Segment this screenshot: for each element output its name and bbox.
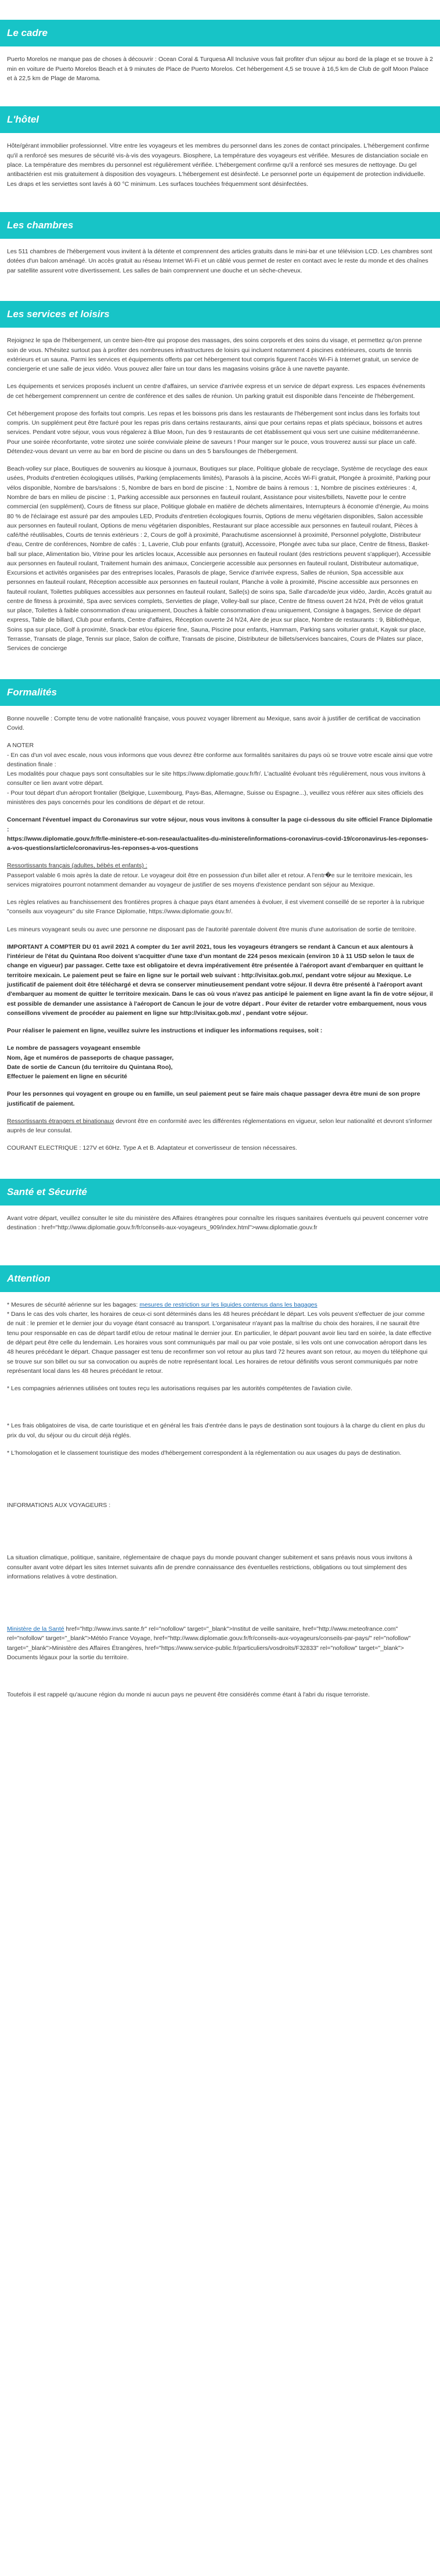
section-attention: [0, 1300, 440, 1700]
ministere-link[interactable]: Ministère de la Santé: [7, 1626, 64, 1633]
note-line: - Pour tout départ d'un aéroport frontalier (Belgique, Luxembourg, Pays-Bas, Allemagne, Suisse ou Espagne...), veuillez vous référer aux sites officiels des ministères des pays concernés pour les conditions de départ et de retour.: [7, 789, 424, 806]
corona-text: Concernant l'éventuel impact du Coronavirus sur votre séjour, nous vous invitons à consulter la page ci-dessous du site officiel France Diplomatie :: [7, 816, 433, 833]
cadre-text: Puerto Morelos ne manque pas de choses à découvrir : Ocean Coral & Turquesa All Inclusive vous fait profiter d'un séjour au bord de la plage et se trouve à 2 min en voiture de Puerto Morelos Beach et à 9 minutes de Place de Puerto Morelos. Cet hébergement 4,5 se trouve à 16,5 km de Club de golf Moon Palace et à 22,5 km de Plage de Maroma.: [7, 56, 433, 82]
attention-line: * Dans le cas des vols charter, les horaires de ceux-ci sont déterminés dans les 48 heures précédant le départ. Les vols peuvent s'effectuer de jour comme de nuit : le premier et le dernier jour du voyage étant consacré au transport. L'organisateur n'ayant pas la maîtrise du choix des horaires, il ne saurait être tenu pour responsable en cas de départ tardif et/ou de retour matinal le dernier jour. En particulier, le départ pouvant avoir lieu tard en soirée, la date effective de départ peut être celle du lendemain. Les horaires vous sont communiqués par mail ou par voie postale, si les vols ont une convocation aéroport dans les 48 heures précédant le départ. Chaque passager est tenu de reconfirmer son vol retour au plus tard 72 heures avant son retour, au moyen du téléphone qui se trouve sur son billet ou sur sa convocation ou auprès de notre représentant local. Les horaires de retour définitifs vous seront communiqués par notre représentant local dans les 48 heures précédant le retour.: [7, 1311, 432, 1375]
section-chambres: [0, 247, 440, 275]
info-title: INFORMATIONS AUX VOYAGEURS :: [7, 1502, 111, 1509]
pour-realiser-text: Pour réaliser le paiement en ligne, veuillez suivre les instructions et indiquer les informations requises, soit :: [7, 1027, 323, 1035]
requirement-item: Effectuer le paiement en ligne en sécurité: [7, 1073, 128, 1081]
etrangers-label: Ressortissants étrangers et binationaux: [7, 1117, 114, 1125]
section-services: [0, 336, 440, 653]
mineurs-text: Les mineurs voyageant seuls ou avec une personne ne disposant pas de l'autorité parentale doivent être munis d'une autorisation de sortie de territoire.: [7, 925, 417, 933]
section-title-chambres: Les chambres: [0, 212, 440, 239]
requirement-item: Le nombre de passagers voyageant ensemble: [7, 1045, 140, 1052]
etrangers-block: [7, 1117, 433, 1136]
formalites-intro: Bonne nouvelle : Compte tenu de votre nationalité française, vous pouvez voyager librement au Mexique, sans avoir à justifier de certificat de vaccination Covid.: [7, 715, 421, 732]
bagages-link[interactable]: mesures de restriction sur les liquides contenus dans les bagages: [139, 1301, 318, 1308]
requirement-item: Date de sortie de Cancun (du territoire du Quintana Roo),: [7, 1063, 173, 1071]
spacer: [7, 1670, 433, 1690]
ressortissants-block: [7, 861, 433, 889]
note-line: - En cas d'un vol avec escale, nous vous informons que vous devrez être conforme aux formalités sanitaires du pays où se trouve votre escale ainsi que votre destination finale :: [7, 751, 433, 768]
services-text-1: Rejoignez le spa de l'hébergement, un centre bien-être qui propose des massages, des soins corporels et des soins du visage, et permettez qu'on prenne soin de vous. N'hésitez surtout pas à profiter des nombreuses infrastructures de loisirs qui incluent notamment 4 piscines extérieures, courts de tennis extérieurs et un sauna. Parmi les services et équipements offerts par cet hébergement tout compris figurent l'accès Wi-Fi à Internet gratuit, un service de conciergerie et une salle de jeux vidéo. Vous pouvez aller faire un tour dans les magasins voisins grâce à une navette payante.: [7, 337, 422, 373]
section-title-services: Les services et loisirs: [0, 301, 440, 328]
attention-line: * L'homologation et le classement touristique des modes d'hébergement correspondent à la réglementation ou aux usages du pays de destination.: [7, 1449, 402, 1456]
services-amenities: Beach-volley sur place, Boutiques de souvenirs au kiosque à journaux, Boutiques sur place, Politique globale de recyclage, Système de recyclage des eaux usées, Produits d'entretien écologiques utilisés, Parking (emplacements limités), Parasols à la piscine, Accès Wi-Fi gratuit, Plongée à proximité, Parking pour vélos disponible, Nombre de bars/salons : 5, Nombre de bars en bord de piscine : 1, Nombre de bains à remous : 1, Nombre de piscines extérieures : 4, Nombre de bars en milieu de piscine : 1, Parking accessible aux personnes en fauteuil roulant, Assistance pour visites/billets, Navette pour le centre commercial (en supplément), Cours de fitness sur place, Politique globale en matière de déchets alimentaires, Interrupteurs à économie d'énergie, Au moins 80 % de l'éclairage est assuré par des ampoules LED, Produits d'entretien écologiques fournis, Options de menu végétarien disponibles, Salon accessible aux personnes en fauteuil roulant, Options de menu végétarien disponibles, Restaurant sur place accessible aux personnes en fauteuil roulant, Pièces à café/thé réutilisables, Courts de tennis extérieurs : 2, Cours de golf à proximité, Parachutisme ascensionnel à proximité, Personnel polyglotte, Distributeur d'eau, Centre de conférences, Nombre de cafés : 1, Laverie, Club pour enfants (gratuit), Accessoire, Plongée avec tuba sur place, Centre de fitness, Basket-ball sur place, Alimentation bio, Vitrine pour les articles locaux, Accessible aux personnes en fauteuil roulant (des restrictions peuvent s'appliquer), Accessible aux personnes en fauteuil roulant, Traitement humain des animaux, Conciergerie accessible aux personnes en fauteuil roulant, Distributeur automatique, Excursions et activités organisées par des entreprises locales, Parasols de plage, Service d'arrivée express, Salles de réunion, Spa accessible aux personnes en fauteuil roulant, Réception accessible aux personnes en fauteuil roulant, Planche à voile à proximité, Piscine accessible aux personnes en fauteuil roulant, Toilettes publiques accessibles aux personnes en fauteuil roulant, Salle(s) de soins spa, Salle d'arcade/de jeux vidéo, Jardin, Accès gratuit au centre de fitness à proximité, Spa avec services complets, Serviettes de plage, Volley-ball sur place, Centre de fitness ouvert 24 h/24, Prêt de vélos gratuit sur place, Toilettes à faible consommation d'eau uniquement, Douches à faible consommation d'eau uniquement, Consigne à bagages, Service de départ express, Table de billard, Club pour enfants, Centre d'affaires, Réception ouverte 24 h/24, Aire de jeux sur place, Nombre de restaurants : 9, Bibliothèque, Soins spa sur place, Golf à proximité, Snack-bar et/ou épicerie fine, Sauna, Piscine pour enfants, Hammam, Parking sans voiturier gratuit, Kayak sur place, Terrasse, Transats de plage, Tennis sur place, Salon de coiffure, Transats de piscine, Distributeur de billets/services bancaires, Cours de Pilates sur place, Services de concierge: [7, 465, 432, 652]
page: [0, 20, 440, 1700]
sante-text: Avant votre départ, veuillez consulter le site du ministère des Affaires étrangères pour connaître les risques sanitaires éventuels qui peuvent concerner votre destination : href="http://www.diplomatie.gouv.fr/fr/conseils-aux-voyageurs_909/index.html">www.diplomatie.gouv.fr: [7, 1215, 428, 1232]
footer-text: Toutefois il est rappelé qu'aucune région du monde ni aucun pays ne peuvent être considérés comme étant à l'abri du risque terroriste.: [7, 1691, 370, 1699]
section-title-attention: Attention: [0, 1265, 440, 1292]
note-line: Les modalités pour chaque pays sont consultables sur le site https://www.diplomatie.gouv.fr/fr/. L'actualité évoluant très régulièrement, nous vous invitons à consulter ce lien avant votre départ.: [7, 770, 425, 787]
courant-text: COURANT ELECTRIQUE : 127V et 60Hz. Type A et B. Adaptateur et convertisseur de tension nécessaires.: [7, 1145, 297, 1152]
section-formalites: [0, 714, 440, 1153]
etrangers-text: devront être en conformité avec les différentes réglementations en vigueur, selon leur nationalité et devront s'informer auprès de leur consulat.: [7, 1117, 432, 1135]
ressortissants-label: Ressortissants français (adultes, bébés et enfants) :: [7, 862, 147, 870]
corona-block: [7, 815, 433, 853]
services-text-3: Cet hébergement propose des forfaits tout compris. Les repas et les boissons pris dans les restaurants de l'hébergement sont inclus dans les forfaits tout compris. Un supplément peut être facturé pour les repas pris dans certains restaurants, ainsi que pour certains repas et plats spéciaux, boissons et autres services. Pendant votre séjour, vous vous régalerez à Blue Moon, l'un des 9 restaurants de cet établissement qui vous sert une cuisine méditerranéenne. Pour une soirée réconfortante, votre sirotez une soirée conviviale pleine de saveurs ! Pour manger sur le pouce, vous trouverez aussi sur place un café. Détendez-vous devant un verre au bar en bord de piscine ou dans un des 5 bars/lounges de l'hébergement.: [7, 410, 423, 455]
attention-line: * Les frais obligatoires de visa, de carte touristique et en général les frais d'entrée dans le pays de destination sont toujours à la charge du client en plus du prix du vol, du séjour ou du circuit déjà réglés.: [7, 1422, 425, 1439]
section-sante: [0, 1214, 440, 1233]
services-text-2: Les équipements et services proposés incluent un centre d'affaires, un service d'arrivée express et un service de départ express. Les espaces événements de cet hébergement comprennent un centre de conférence et des salles de réunion. Un parking gratuit est disponible dans l'enceinte de l'hébergement.: [7, 383, 425, 400]
ressortissants-text: Passeport valable 6 mois après la date de retour. Le voyageur doit être en possession d'un billet aller et retour. A l'entr�e sur le territoire mexicain, les services migratoires pourront notamment demander au voyageur de justifier de ses moyens d'existence pendant son séjour au Mexique.: [7, 871, 413, 888]
ministere-text: href="http://www.invs.sante.fr" rel="nofollow" target="_blank">Institut de veille sanitaire, href="http://www.meteofrance.com" rel="nofollow" target="_blank">Météo France Voyage, href="http://www.diplomatie.gouv.fr/fr/conseils-aux-voyageurs/conseils-par-pays/" rel="nofollow" target="_blank">Ministère des Affaires Étrangères, href="https://www.service-public.fr/particuliers/vosdroits/F32833" rel="nofollow" target="_blank"> Documents légaux pour la sortie du territoire.: [7, 1626, 411, 1661]
spacer: [7, 1401, 433, 1421]
chambres-text: Les 511 chambres de l'hébergement vous invitent à la détente et comprennent des articles gratuits dans le mini-bar et une télévision LCD. Les chambres sont dotées d'un balcon aménagé. Un accès gratuit au réseau Internet Wi-Fi et un câblé vous permet de rester en contact avec le reste du monde et des chaînes par satellite assurent votre divertissement. Les salles de bain comprennent une douche et un sèche-cheveux.: [7, 248, 432, 274]
section-hotel: [0, 141, 440, 188]
note-title: A NOTER: [7, 742, 34, 749]
section-title-sante: Santé et Sécurité: [0, 1179, 440, 1206]
spacer: [7, 1466, 433, 1501]
spacer: [7, 1518, 433, 1553]
spacer: [7, 1590, 433, 1624]
requirement-item: Nom, âge et numéros de passeports de chaque passager,: [7, 1054, 174, 1061]
section-title-formalites: Formalités: [0, 679, 440, 706]
ministere-block: [7, 1624, 433, 1662]
section-title-hotel: L'hôtel: [0, 106, 440, 133]
section-cadre: [0, 55, 440, 83]
attention-line: * Les compagnies aériennes utilisées ont toutes reçu les autorisations requises par les autorités compétentes de l'aviation civile.: [7, 1385, 352, 1393]
requirements-list: [7, 1043, 433, 1081]
attention-line: * Mesures de sécurité aérienne sur les bagages:: [7, 1301, 140, 1308]
famille-text: Pour les personnes qui voyagent en groupe ou en famille, un seul paiement peut se faire mais chaque passager devra être muni de son propre justificatif de paiement.: [7, 1090, 420, 1107]
hotel-text: Hôte/gérant immobilier professionnel. Vitre entre les voyageurs et les membres du personnel dans les zones de contact principales. L'hébergement confirme qu'il a renforcé ses mesures de sécurité vis-à-vis des voyageurs. Biosphere, La température des voyageurs est vérifiée. Mesures de distanciation sociale en place. La température des membres du personnel est régulièrement vérifiée. L'hébergement confirme qu'il a renforcé ses mesures de nettoyage. Du gel antibactérien est mis gratuitement à disposition des voyageurs. L'hébergement est désinfecté. Le personnel porte un équipement de protection individuelle. Les draps et les serviettes sont lavés à 60 °C minimum. Les surfaces touchées fréquemment sont désinfectées.: [7, 142, 430, 188]
section-title-cadre: Le cadre: [0, 20, 440, 46]
corona-link[interactable]: https://www.diplomatie.gouv.fr/fr/le-ministere-et-son-reseau/actualites-du-ministere/informations-coronavirus-covid-19/coronavirus-les-reponses-a-vos-questions/article/coronavirus-les-reponses-a-vos-questions: [7, 835, 428, 852]
attention-line-bagages: [7, 1300, 433, 1309]
important-text: IMPORTANT A COMPTER DU 01 avril 2021 A compter du 1er avril 2021, tous les voyageurs étrangers se rendant à Cancun et aux alentours à l'intérieur de l'état du Quintana Roo doivent s'acquitter d'une taxe d'un montant de 224 pesos mexicain (environ 10 à 11 USD selon le taux de change en vigueur) par passager. Cette taxe est obligatoire et devra impérativement être présentée à l'aéroport avant d'embarquer en quittant le territoire mexicain. Le paiement peut se faire en ligne sur le portail web suivant : http://visitax.gob.mx/, pendant votre séjour au Mexique. Le justificatif de paiement doit être téléchargé et devra se conserver minutieusement pendant votre séjour. Il devra être présenté à l'aéroport avant d'embarquer au moment de quitter le territoire mexicain. Dans le cas où vous n'avez pas anticipé le paiement en ligne avant la fin de votre séjour, il est possible de demander une assistance à l'aéroport de Cancun le jour de votre départ . Pour éviter de retarder votre embarquement, nous vous conseillons vivement de procéder au paiement en ligne sur http://visitax.gob.mx/ , pendant votre séjour.: [7, 943, 433, 1017]
regles-text: Les règles relatives au franchissement des frontières propres à chaque pays étant amenées à évoluer, il est vivement conseillé de se reporter à la rubrique "conseils aux voyageurs" du site France Diplomatie, https://www.diplomatie.gouv.fr/.: [7, 899, 425, 916]
situation-text: La situation climatique, politique, sanitaire, réglementaire de chaque pays du monde pouvant changer subitement et sans préavis nous vous invitons à consulter avant votre départ les sites Internet suivants afin de prendre connaissance des éventuelles restrictions, obligations ou tout simplement des informations relatives à votre destination.: [7, 1554, 413, 1580]
